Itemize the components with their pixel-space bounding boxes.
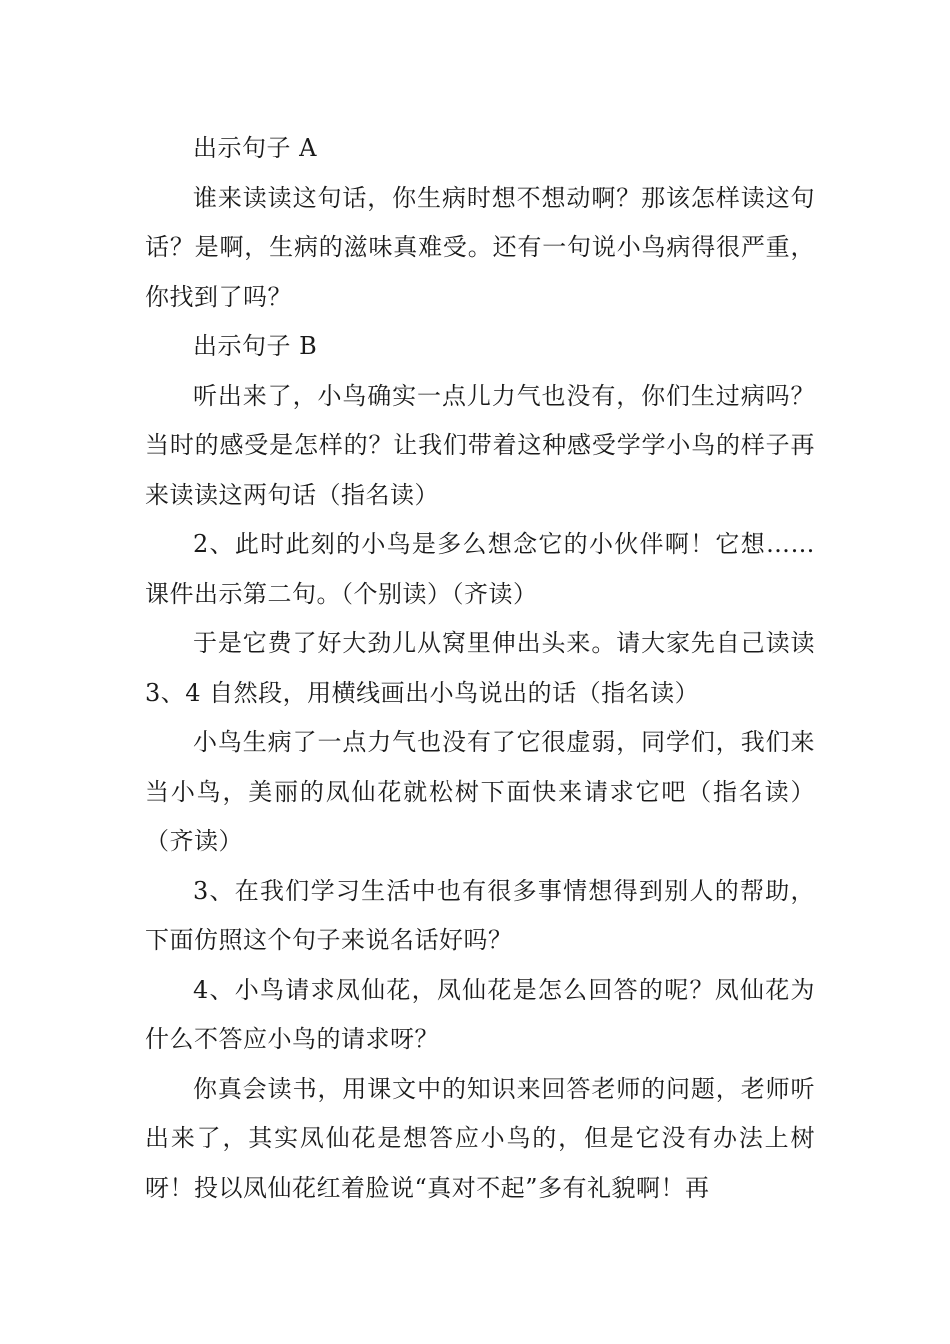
- paragraph: 4、小鸟请求凤仙花，凤仙花是怎么回答的呢？凤仙花为什么不答应小鸟的请求呀？: [145, 975, 815, 1053]
- paragraph: 谁来读读这句话，你生病时想不想动啊？那该怎样读这句话？是啊，生病的滋味真难受。还有一句说小鸟病得很严重，你找到了吗？: [145, 183, 815, 311]
- paragraph: 3、在我们学习生活中也有很多事情想得到别人的帮助，下面仿照这个句子来说名话好吗？: [145, 876, 815, 954]
- paragraph: 出示句子 B: [193, 332, 318, 360]
- paragraph: 2、此时此刻的小鸟是多么想念它的小伙伴啊！它想……课件出示第二句。（个别读）（齐读）: [145, 530, 815, 608]
- document-body: [145, 124, 815, 1213]
- paragraph: 你真会读书，用课文中的知识来回答老师的问题，老师听出来了，其实凤仙花是想答应小鸟的，但是它没有办法上树呀！投以凤仙花红着脸说“真对不起”多有礼貌啊！再: [145, 1074, 815, 1202]
- paragraph: 出示句子 A: [193, 134, 317, 162]
- paragraph: 小鸟生病了一点力气也没有了它很虚弱，同学们，我们来当小鸟，美丽的凤仙花就松树下面快来请求它吧（指名读）（齐读）: [145, 728, 815, 855]
- paragraph: 于是它费了好大劲儿从窝里伸出头来。请大家先自己读读 3、4 自然段，用横线画出小鸟说出的话（指名读）: [145, 629, 815, 707]
- paragraph: 听出来了，小鸟确实一点儿力气也没有，你们生过病吗？当时的感受是怎样的？让我们带着这种感受学学小鸟的样子再来读读这两句话（指名读）: [145, 381, 815, 509]
